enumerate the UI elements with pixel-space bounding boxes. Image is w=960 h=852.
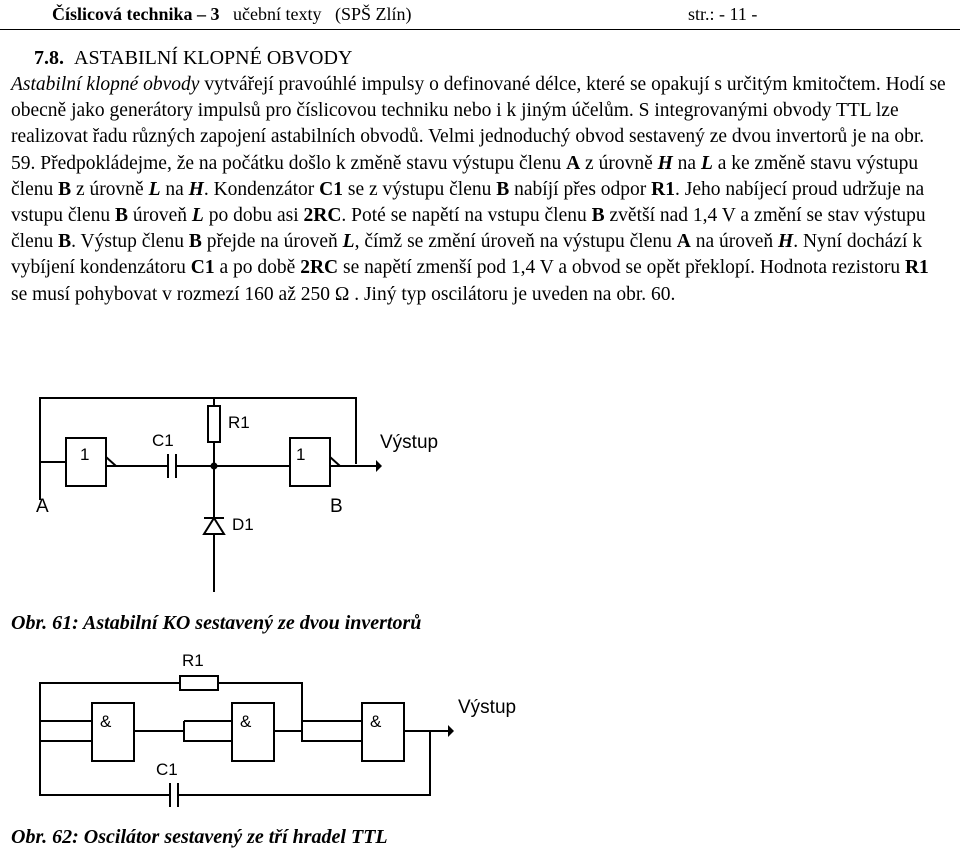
diode-triangle: [204, 518, 224, 534]
text-run: na: [160, 178, 189, 200]
text-run: se napětí zmenší pod 1,4 V a obvod se opět překlopí. Hodnota rezistoru: [338, 257, 905, 279]
text-run: 2RC: [300, 257, 339, 279]
text-run: A: [676, 231, 691, 253]
gate-2-box: [232, 703, 274, 761]
resistor-r1: [180, 676, 218, 690]
output-label: Výstup: [380, 432, 439, 453]
text-run: úroveň: [128, 205, 192, 227]
node-b-label: B: [330, 496, 343, 517]
gate-3-label: &: [370, 712, 382, 731]
body-paragraph: [11, 72, 946, 308]
gate-1-label: &: [100, 712, 112, 731]
text-run: A: [566, 152, 581, 174]
page-header: [0, 0, 960, 30]
figure-61-caption: Obr. 61: Astabilní KO sestavený ze dvou invertorů: [11, 612, 422, 634]
text-run: . Výstup členu: [71, 231, 189, 253]
section-number: 7.8.: [34, 47, 64, 69]
output-arrow: [376, 460, 382, 472]
text-run: nabíjí přes odpor: [509, 178, 652, 200]
text-run: zvětší nad 1,4 V a změní se stav výstupu členu: [11, 205, 926, 253]
header-page-number: str.: - 11 -: [688, 4, 758, 24]
gate-2-label: &: [240, 712, 252, 731]
text-run: se z výstupu členu: [343, 178, 497, 200]
text-run: po dobu asi: [203, 205, 304, 227]
term-astable: Astabilní klopné obvody: [11, 74, 200, 95]
text-run: R1: [904, 257, 929, 279]
wire-g3-in-b: [302, 721, 362, 741]
text-run: L: [191, 205, 204, 227]
gate-1-label: 1: [80, 445, 90, 464]
text-run: H: [778, 231, 794, 253]
text-run: L: [700, 152, 713, 174]
text-run: B: [188, 231, 202, 253]
output-arrow: [448, 725, 454, 737]
text-run: . Nyní dochází k vybíjení kondenzátoru: [11, 231, 923, 279]
text-run: C1: [319, 178, 343, 200]
text-run: a ke změně stavu výstupu členu: [11, 152, 919, 200]
text-run: B: [496, 178, 510, 200]
section-title: ASTABILNÍ KLOPNÉ OBVODY: [74, 47, 353, 69]
gate-1-negation: [106, 457, 116, 466]
text-run: . Kondenzátor: [203, 178, 320, 200]
text-run: B: [58, 231, 72, 253]
output-label: Výstup: [458, 697, 517, 718]
text-run: , čímž se změní úroveň na výstupu členu: [354, 231, 677, 253]
text-run: L: [342, 231, 355, 253]
c1-label: C1: [156, 760, 178, 779]
text-run: z úrovně: [580, 152, 658, 174]
text-run: B: [58, 178, 72, 200]
text-run: přejde na úroveň: [201, 231, 343, 253]
header-subtitle: učební texty: [233, 4, 322, 24]
resistor-r1: [208, 406, 220, 442]
text-run: L: [148, 178, 161, 200]
text-run: 2RC: [303, 205, 342, 227]
figure-62-schematic: [0, 645, 960, 825]
c1-label: C1: [152, 431, 174, 450]
gate-1-box: [92, 703, 134, 761]
figure-61-schematic: [0, 380, 960, 605]
node-a-label: A: [36, 496, 49, 517]
d1-label: D1: [232, 515, 254, 534]
text-run: z úrovně: [71, 178, 149, 200]
wire-g2-in-b: [184, 721, 232, 741]
text-run: a po době: [214, 257, 301, 279]
r1-label: R1: [182, 651, 204, 670]
header-left: [52, 4, 412, 25]
text-run: H: [657, 152, 673, 174]
text-run: . Jeho nabíjecí proud udržuje na vstupu členu: [11, 178, 925, 227]
text-run: R1: [651, 178, 676, 200]
text-run: B: [591, 205, 605, 227]
figure-62-caption: Obr. 62: Oscilátor sestavený ze tří hradel TTL: [11, 826, 388, 848]
r1-label: R1: [228, 413, 250, 432]
text-run: . Poté se napětí na vstupu členu: [341, 205, 592, 227]
text-run: na: [672, 152, 701, 174]
text-run: vytvářejí pravoúhlé impulsy o definované délce, které se opakují s určitým kmitočtem. Hodí se obecně jako generátory impulsů pro číslicovou techniku nebo i k jiným účelům. S integrovanými obvody TTL lze realizovat řadu různých zapojení astabilních obvodů. Velmi jednoduchý obvod sestavený ze dvou invertorů je na obr. 59. Předpokládejme, že na počátku došlo k změně stavu výstupu členu: [11, 74, 946, 174]
text-run: B: [114, 205, 128, 227]
gate-2-negation: [330, 457, 340, 466]
text-run: na úroveň: [690, 231, 779, 253]
header-school: (SPŠ Zlín): [335, 4, 412, 24]
text-run: C1: [190, 257, 215, 279]
text-run: H: [188, 178, 204, 200]
text-run: se musí pohybovat v rozmezí 160 až 250 Ω . Jiný typ oscilátoru je uveden na obr. 60.: [11, 283, 676, 305]
gate-3-box: [362, 703, 404, 761]
section-heading: [34, 47, 352, 70]
header-title: Číslicová technika – 3: [52, 4, 220, 24]
gate-2-label: 1: [296, 445, 306, 464]
